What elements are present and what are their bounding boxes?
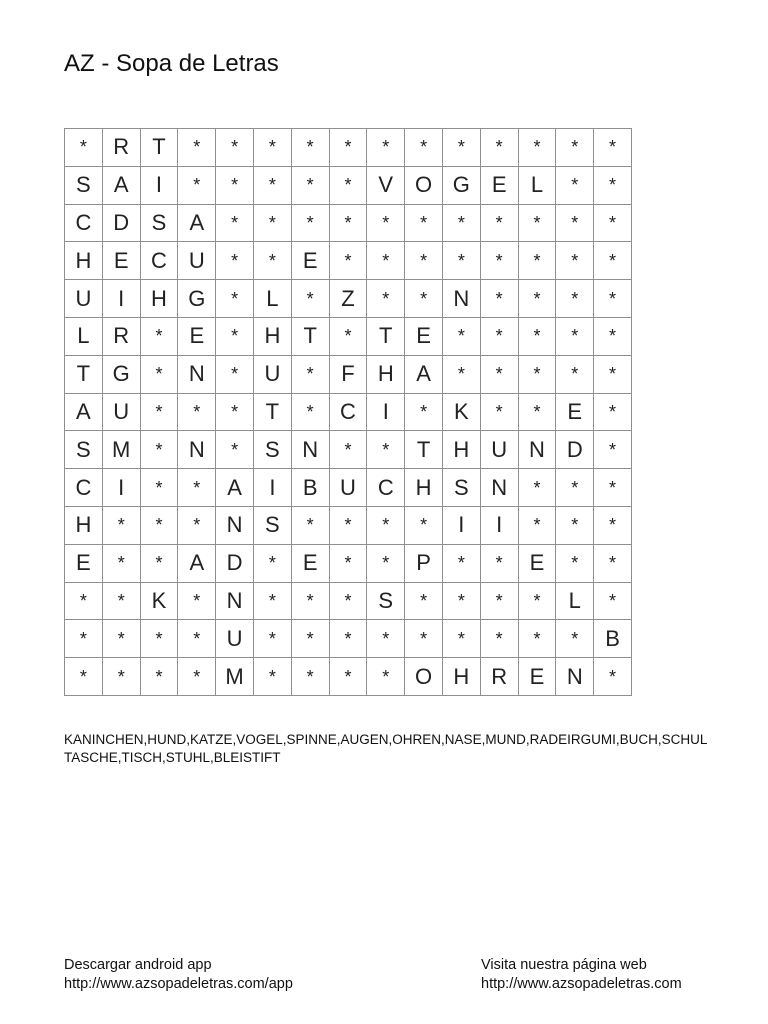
grid-cell: H (405, 469, 443, 507)
grid-cell: E (405, 317, 443, 355)
grid-cell: * (178, 393, 216, 431)
grid-cell: * (291, 280, 329, 318)
grid-cell: * (178, 582, 216, 620)
grid-cell: * (329, 166, 367, 204)
grid-cell: H (442, 431, 480, 469)
grid-cell: * (291, 166, 329, 204)
grid-cell: * (442, 620, 480, 658)
grid-cell: * (329, 242, 367, 280)
grid-cell: * (594, 544, 632, 582)
grid-cell: I (253, 469, 291, 507)
grid-cell: H (65, 506, 103, 544)
grid-cell: * (594, 582, 632, 620)
grid-cell: * (556, 355, 594, 393)
grid-cell: O (405, 658, 443, 696)
grid-cell: A (102, 166, 140, 204)
grid-cell: * (556, 242, 594, 280)
grid-cell: * (329, 582, 367, 620)
grid-cell: Z (329, 280, 367, 318)
grid-cell: * (140, 431, 178, 469)
grid-cell: S (253, 506, 291, 544)
grid-cell: * (291, 506, 329, 544)
grid-cell: A (405, 355, 443, 393)
grid-cell: * (405, 582, 443, 620)
grid-cell: T (291, 317, 329, 355)
grid-cell: * (178, 129, 216, 167)
grid-cell: * (442, 355, 480, 393)
grid-cell: E (480, 166, 518, 204)
grid-cell: * (556, 544, 594, 582)
grid-cell: * (178, 506, 216, 544)
grid-row (65, 317, 632, 355)
grid-cell: M (102, 431, 140, 469)
grid-cell: D (556, 431, 594, 469)
grid-cell: * (442, 544, 480, 582)
grid-cell: * (329, 317, 367, 355)
grid-cell: * (291, 204, 329, 242)
grid-row (65, 544, 632, 582)
grid-cell: * (594, 317, 632, 355)
grid-cell: * (405, 393, 443, 431)
grid-cell: U (480, 431, 518, 469)
grid-cell: A (178, 204, 216, 242)
grid-cell: * (329, 129, 367, 167)
grid-cell: * (216, 166, 254, 204)
grid-cell: * (480, 582, 518, 620)
grid-cell: * (518, 317, 556, 355)
grid-cell: * (253, 204, 291, 242)
grid-cell: T (65, 355, 103, 393)
grid-cell: F (329, 355, 367, 393)
grid-cell: * (594, 204, 632, 242)
grid-cell: H (253, 317, 291, 355)
grid-cell: T (253, 393, 291, 431)
grid-cell: L (518, 166, 556, 204)
grid-cell: * (253, 620, 291, 658)
grid-cell: E (65, 544, 103, 582)
grid-cell: * (329, 658, 367, 696)
grid-cell: B (291, 469, 329, 507)
grid-cell: * (556, 204, 594, 242)
grid-cell: * (518, 506, 556, 544)
footer-android-app (64, 956, 293, 994)
grid-cell: * (253, 242, 291, 280)
grid-cell: * (140, 317, 178, 355)
grid-cell: * (480, 317, 518, 355)
footer-website-label: Visita nuestra página web (481, 957, 647, 973)
grid-cell: * (442, 129, 480, 167)
grid-cell: * (442, 582, 480, 620)
grid-cell: U (178, 242, 216, 280)
grid-cell: L (253, 280, 291, 318)
grid-cell: * (405, 620, 443, 658)
grid-cell: U (65, 280, 103, 318)
grid-cell: K (442, 393, 480, 431)
grid-cell: * (442, 204, 480, 242)
grid-row (65, 355, 632, 393)
grid-row (65, 204, 632, 242)
grid-cell: N (480, 469, 518, 507)
grid-cell: * (329, 506, 367, 544)
grid-cell: S (442, 469, 480, 507)
grid-cell: T (140, 129, 178, 167)
grid-cell: * (594, 431, 632, 469)
grid-cell: I (140, 166, 178, 204)
grid-cell: * (594, 280, 632, 318)
grid-cell: * (480, 242, 518, 280)
grid-cell: C (65, 469, 103, 507)
grid-cell: * (178, 658, 216, 696)
grid-cell: * (291, 620, 329, 658)
grid-cell: * (178, 469, 216, 507)
grid-cell: * (140, 658, 178, 696)
grid-cell: * (140, 620, 178, 658)
word-list: KANINCHEN,HUND,KATZE,VOGEL,SPINNE,AUGEN,OHREN,NASE,MUND,RADEIRGUMI,BUCH,SCHULTASCHE,TISCH,STUHL,BLEISTIFT (64, 732, 708, 765)
grid-cell: * (140, 393, 178, 431)
footer-website-link[interactable]: http://www.azsopadeletras.com (481, 976, 682, 992)
grid-cell: E (178, 317, 216, 355)
grid-cell: E (291, 544, 329, 582)
grid-cell: * (102, 658, 140, 696)
grid-cell: * (556, 129, 594, 167)
grid-cell: O (405, 166, 443, 204)
grid-row (65, 506, 632, 544)
grid-row (65, 393, 632, 431)
grid-cell: * (442, 317, 480, 355)
grid-cell: * (367, 658, 405, 696)
grid-cell: * (65, 620, 103, 658)
grid-cell: * (367, 506, 405, 544)
grid-cell: * (367, 129, 405, 167)
grid-cell: * (556, 280, 594, 318)
grid-cell: N (442, 280, 480, 318)
grid-cell: * (594, 166, 632, 204)
grid-cell: * (405, 242, 443, 280)
grid-row (65, 280, 632, 318)
grid-cell: * (480, 544, 518, 582)
grid-cell: * (594, 658, 632, 696)
grid-cell: * (556, 317, 594, 355)
grid-cell: * (65, 658, 103, 696)
grid-cell: I (102, 280, 140, 318)
grid-cell: * (291, 393, 329, 431)
grid-cell: M (216, 658, 254, 696)
grid-cell: * (178, 166, 216, 204)
grid-cell: * (216, 129, 254, 167)
grid-cell: * (253, 129, 291, 167)
grid-cell: * (480, 393, 518, 431)
grid-cell: * (216, 204, 254, 242)
grid-cell: S (140, 204, 178, 242)
grid-cell: U (253, 355, 291, 393)
grid-row (65, 658, 632, 696)
grid-row (65, 431, 632, 469)
grid-cell: * (253, 658, 291, 696)
grid-cell: H (367, 355, 405, 393)
grid-cell: * (140, 506, 178, 544)
grid-cell: N (291, 431, 329, 469)
grid-row (65, 469, 632, 507)
grid-cell: U (102, 393, 140, 431)
grid-cell: * (216, 355, 254, 393)
grid-cell: * (65, 582, 103, 620)
footer-android-link[interactable]: http://www.azsopadeletras.com/app (64, 976, 293, 992)
grid-cell: * (329, 620, 367, 658)
grid-cell: E (518, 658, 556, 696)
grid-cell: A (65, 393, 103, 431)
grid-cell: * (65, 129, 103, 167)
grid-cell: * (329, 544, 367, 582)
page-title: AZ - Sopa de Letras (64, 50, 279, 77)
grid-cell: * (367, 544, 405, 582)
grid-cell: * (594, 506, 632, 544)
grid-row (65, 242, 632, 280)
grid-cell: E (556, 393, 594, 431)
grid-cell: * (405, 280, 443, 318)
grid-cell: * (480, 204, 518, 242)
grid-cell: * (518, 469, 556, 507)
grid-cell: A (178, 544, 216, 582)
grid-cell: R (102, 317, 140, 355)
grid-cell: * (556, 620, 594, 658)
grid-cell: C (65, 204, 103, 242)
grid-cell: E (518, 544, 556, 582)
grid-cell: I (442, 506, 480, 544)
grid-cell: I (480, 506, 518, 544)
grid-cell: G (442, 166, 480, 204)
grid-row (65, 620, 632, 658)
grid-cell: * (329, 431, 367, 469)
grid-cell: * (518, 582, 556, 620)
grid-cell: N (178, 355, 216, 393)
grid-cell: * (367, 242, 405, 280)
grid-cell: H (140, 280, 178, 318)
grid-cell: * (518, 355, 556, 393)
grid-cell: S (367, 582, 405, 620)
grid-cell: * (291, 355, 329, 393)
grid-row (65, 582, 632, 620)
grid-cell: * (367, 620, 405, 658)
grid-row (65, 166, 632, 204)
grid-cell: R (102, 129, 140, 167)
grid-cell: * (518, 393, 556, 431)
grid-cell: D (216, 544, 254, 582)
grid-cell: E (102, 242, 140, 280)
grid-cell: * (291, 658, 329, 696)
grid-cell: * (594, 129, 632, 167)
grid-cell: S (65, 166, 103, 204)
grid-cell: * (442, 242, 480, 280)
grid-cell: H (442, 658, 480, 696)
grid-cell: L (556, 582, 594, 620)
grid-cell: * (291, 582, 329, 620)
grid-cell: B (594, 620, 632, 658)
grid-cell: * (367, 431, 405, 469)
grid-cell: * (405, 506, 443, 544)
grid-cell: * (367, 280, 405, 318)
grid-cell: P (405, 544, 443, 582)
grid-cell: T (367, 317, 405, 355)
grid-cell: * (216, 242, 254, 280)
grid-cell: * (140, 544, 178, 582)
grid-cell: * (594, 393, 632, 431)
grid-cell: G (178, 280, 216, 318)
grid-cell: K (140, 582, 178, 620)
grid-cell: S (65, 431, 103, 469)
footer-website (481, 956, 682, 994)
grid-cell: * (102, 506, 140, 544)
grid-cell: * (140, 469, 178, 507)
grid-cell: N (216, 582, 254, 620)
grid-cell: G (102, 355, 140, 393)
grid-cell: * (480, 620, 518, 658)
grid-cell: I (367, 393, 405, 431)
grid-cell: L (65, 317, 103, 355)
grid-cell: U (216, 620, 254, 658)
grid-cell: * (253, 582, 291, 620)
grid-cell: C (329, 393, 367, 431)
grid-cell: * (216, 280, 254, 318)
grid-cell: D (102, 204, 140, 242)
grid-cell: * (480, 355, 518, 393)
grid-cell: * (518, 129, 556, 167)
footer-android-label: Descargar android app (64, 957, 212, 973)
grid-cell: * (405, 129, 443, 167)
grid-cell: * (594, 469, 632, 507)
grid-cell: * (518, 204, 556, 242)
grid-cell: * (329, 204, 367, 242)
grid-cell: * (102, 544, 140, 582)
grid-cell: H (65, 242, 103, 280)
grid-cell: * (405, 204, 443, 242)
grid-cell: * (556, 506, 594, 544)
grid-cell: C (367, 469, 405, 507)
grid-cell: * (216, 393, 254, 431)
grid-cell: * (140, 355, 178, 393)
grid-cell: * (216, 317, 254, 355)
grid-cell: * (594, 242, 632, 280)
grid-cell: * (367, 204, 405, 242)
grid-cell: * (291, 129, 329, 167)
grid-cell: * (480, 129, 518, 167)
word-search-grid (64, 128, 632, 696)
grid-cell: * (518, 242, 556, 280)
grid-cell: I (102, 469, 140, 507)
grid-cell: * (518, 620, 556, 658)
grid-cell: U (329, 469, 367, 507)
grid-cell: A (216, 469, 254, 507)
grid-cell: R (480, 658, 518, 696)
grid-cell: * (253, 544, 291, 582)
grid-cell: N (178, 431, 216, 469)
grid-cell: V (367, 166, 405, 204)
grid-cell: * (594, 355, 632, 393)
grid-cell: * (518, 280, 556, 318)
grid-cell: * (556, 469, 594, 507)
grid-row (65, 129, 632, 167)
grid-cell: * (253, 166, 291, 204)
grid-cell: T (405, 431, 443, 469)
grid-cell: N (556, 658, 594, 696)
grid-cell: * (178, 620, 216, 658)
grid-cell: E (291, 242, 329, 280)
grid-cell: N (518, 431, 556, 469)
grid-cell: * (102, 620, 140, 658)
grid-cell: * (102, 582, 140, 620)
grid-cell: * (480, 280, 518, 318)
grid-cell: * (216, 431, 254, 469)
grid-cell: S (253, 431, 291, 469)
grid-cell: C (140, 242, 178, 280)
grid-cell: N (216, 506, 254, 544)
grid-cell: * (556, 166, 594, 204)
